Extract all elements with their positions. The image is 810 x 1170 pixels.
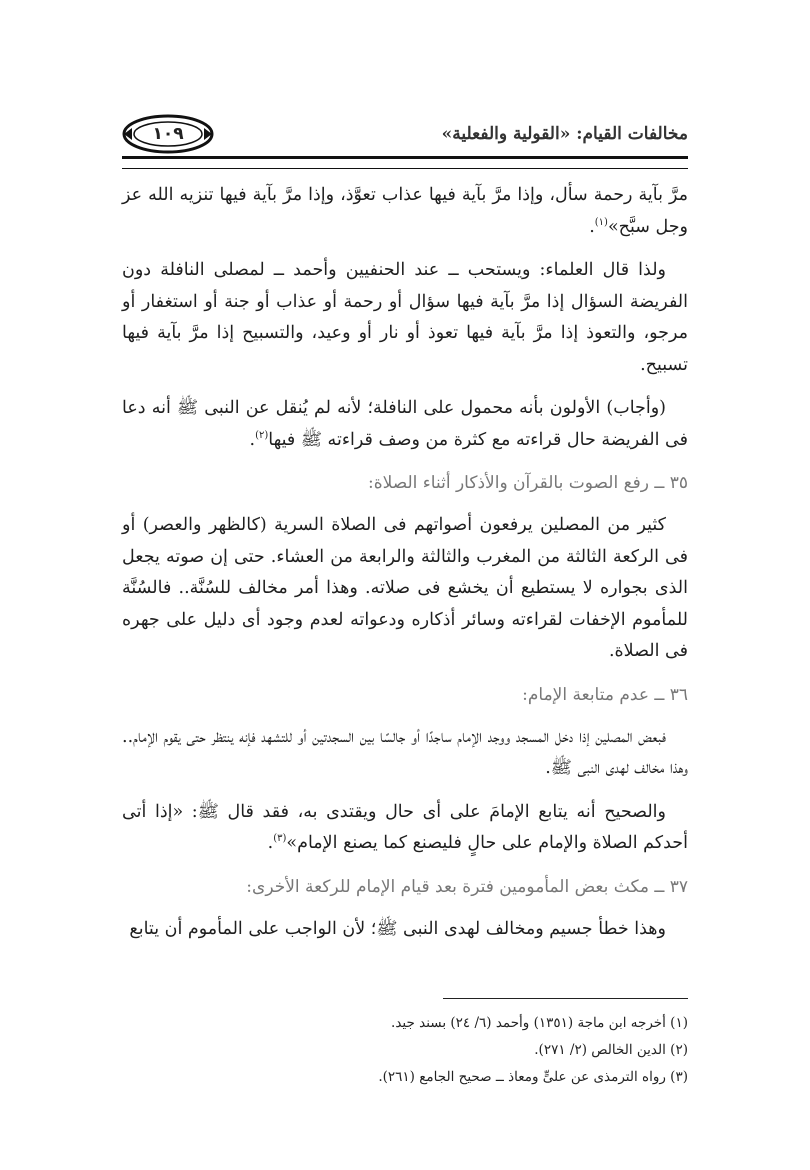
section-heading-35: ٣٥ ــ رفع الصوت بالقرآن والأذكار أثناء الصلاة: bbox=[367, 473, 688, 493]
paragraph-7: وهذا خطأ جسيم ومخالف لهدى النبى ﷺ؛ لأن الواجب على المأموم أن يتابع bbox=[129, 918, 666, 939]
footnote-1: (١) أخرجه ابن ماجة (١٣٥١) وأحمد (٦/ ٢٤) بسند جيد. bbox=[391, 1015, 688, 1031]
paragraph-3: (وأجاب) الأولون بأنه محمول على النافلة؛ لأنه لم يُنقل عن النبى ﷺ أنه دعا فى الفريضة حال قراءته مع كثرة من وصف قراءته ﷺ فيها$^{(٢)}$. bbox=[122, 398, 688, 450]
paragraph-5: فبعض المصلين إذا دخل المسجد ووجد الإمام ساجدًا أو جالسًا بين السجدتين أو للتشهد فإنه ينتظر حتى يقوم الإمام.. وهذا مخالف لهدى النبى ﷺ. bbox=[122, 726, 688, 778]
page-number-badge bbox=[122, 114, 214, 154]
footnote-2: (٢) الدين الخالص (٢/ ٢٧١). bbox=[534, 1042, 688, 1058]
page-number: ١٠٩ bbox=[152, 124, 184, 144]
paragraph-6: والصحيح أنه يتابع الإمامَ على أى حال ويقتدى به، فقد قال ﷺ: «إذا أتى أحدكم الصلاة والإمام على حالٍ فليصنع كما يصنع الإمام»$^{(٣)}$. bbox=[122, 801, 688, 853]
paragraph-1: مرَّ بآية رحمة سأل، وإذا مرَّ بآية فيها عذاب تعوَّذ، وإذا مرَّ بآية فيها تنزيه الله عز وجل سبَّح»$^{(١)}$. bbox=[122, 185, 688, 237]
footnote-ref-1: (١) bbox=[594, 216, 608, 228]
footnote-ref-2: (٢) bbox=[255, 429, 269, 441]
section-heading-37: ٣٧ ــ مكث بعض المأمومين فترة بعد قيام الإمام للركعة الأخرى: bbox=[246, 876, 688, 897]
footnote-3: (٣) رواه الترمذى عن علىٍّ ومعاذ ــ صحيح الجامع (٢٦١). bbox=[378, 1069, 688, 1085]
running-title: مخالفات القيام: «القولية والفعلية» bbox=[441, 124, 688, 144]
footnote-rule bbox=[443, 998, 688, 999]
section-heading-36: ٣٦ ــ عدم متابعة الإمام: bbox=[522, 684, 688, 705]
footnote-ref-3: (٣) bbox=[273, 833, 287, 845]
footnotes bbox=[122, 1010, 688, 1091]
page-header bbox=[122, 112, 688, 156]
header-rule bbox=[122, 156, 688, 169]
paragraph-4: كثير من المصلين يرفعون أصواتهم فى الصلاة السرية (كالظهر والعصر) أو فى الركعة الثالثة من المغرب والثالثة والرابعة من العشاء. حتى إن صوته يجعل الذى بجواره لا يستطيع أن يخشع فى صلاته. وهذا أمر مخالف للسُنَّة.. فالسُنَّة للمأموم الإخفات لقراءته وسائر أذكاره ودعواته لعدم وجود أى دليل على جهره فى الصلاة. bbox=[122, 515, 688, 661]
paragraph-2: ولذا قال العلماء: ويستحب ــ عند الحنفيين وأحمد ــ لمصلى النافلة دون الفريضة السؤال إذا مرَّ بآية فيها سؤال أو رحمة أو عذاب أو جنة أو استغفار أو مرجو، والتعوذ إذا مرَّ بآية فيها تعوذ أو نار أو وعيد، والتسبيح إذا مرَّ بآية فيها تسبيح. bbox=[122, 260, 688, 375]
page-body bbox=[122, 180, 688, 957]
